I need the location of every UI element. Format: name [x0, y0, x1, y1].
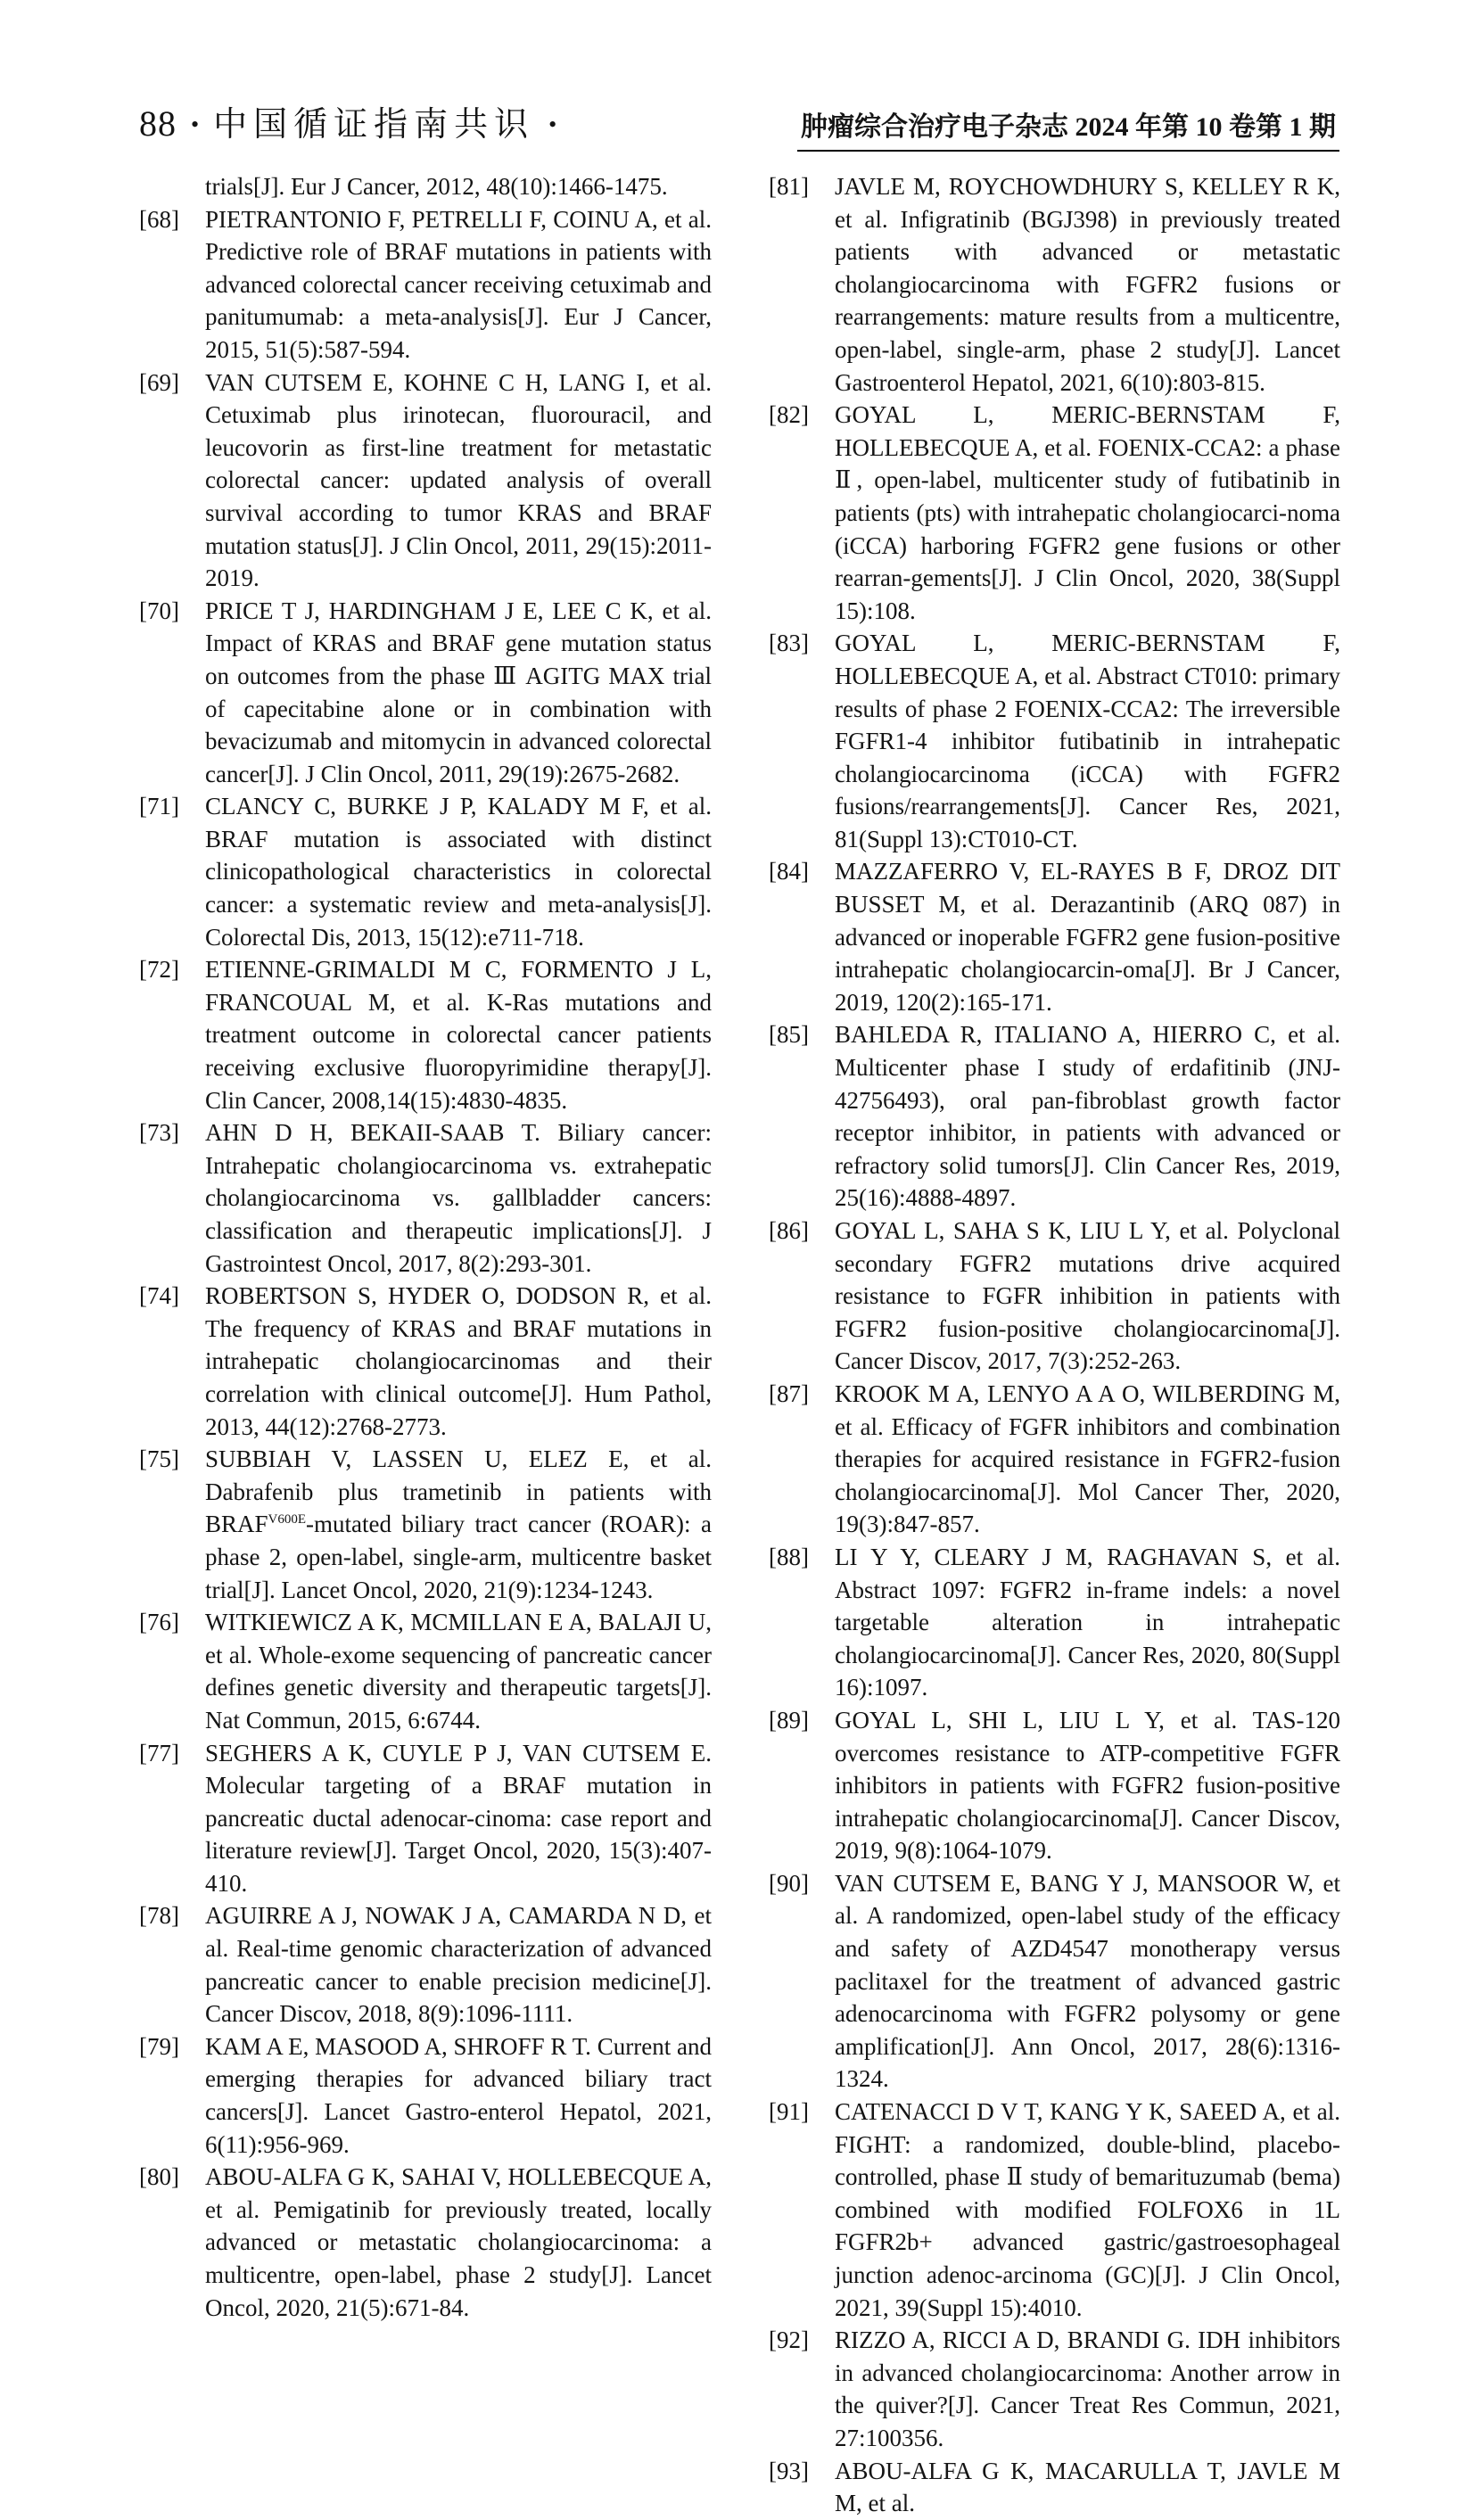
- reference-number: [91]: [769, 2098, 809, 2126]
- reference-text: VAN CUTSEM E, KOHNE C H, LANG I, et al. Cetuximab plus irinotecan, fluorouracil, and leucovorin as first-line treatment for metastatic colorectal cancer: updated analysis of overall survival according to tumor KRAS and BRAF mutation status[J]. J Clin Oncol, 2011, 29(15):2011-2019.: [205, 368, 712, 592]
- reference-text: [205, 1445, 712, 1602]
- reference-item: [139, 1737, 712, 1900]
- reference-number: [85]: [769, 1021, 809, 1049]
- references-column-left: [139, 170, 712, 2324]
- reference-text: GOYAL L, MERIC-BERNSTAM F, HOLLEBECQUE A, et al. FOENIX-CCA2: a phase Ⅱ, open-label, multicenter study of futibatinib in patients (pts) with intrahepatic cholangiocarci-noma (iCCA) harboring FGFR2 gene fusions or other rearran-gements[J]. J Clin Oncol, 2020, 38(Suppl 15):108.: [835, 401, 1340, 624]
- reference-number: [83]: [769, 630, 809, 657]
- reference-text: CATENACCI D V T, KANG Y K, SAEED A, et al. FIGHT: a randomized, double-blind, placebo-controlled, phase Ⅱ study of bemarituzumab (bema) combined with modified FOLFOX6 in 1L FGFR2b+ advanced gastric/gastroesophageal junction adenoc-arcinoma (GC)[J]. J Clin Oncol, 2021, 39(Suppl 15):4010.: [835, 2098, 1340, 2321]
- reference-number: [88]: [769, 1543, 809, 1570]
- reference-number: [84]: [769, 858, 809, 885]
- reference-number: [70]: [139, 597, 179, 624]
- reference-item: [769, 1018, 1340, 1215]
- reference-number: [80]: [139, 2163, 179, 2191]
- reference-text: ETIENNE-GRIMALDI M C, FORMENTO J L, FRANCOUAL M, et al. K-Ras mutations and treatment outcome in colorectal cancer patients receiving exclusive fluoropyrimidine therapy[J]. Clin Cancer, 2008,14(15):4830-4835.: [205, 956, 712, 1114]
- reference-text: trials[J]. Eur J Cancer, 2012, 48(10):1466-1475.: [205, 173, 668, 200]
- reference-number: [74]: [139, 1282, 179, 1310]
- reference-text: MAZZAFERRO V, EL-RAYES B F, DROZ DIT BUSSET M, et al. Derazantinib (ARQ 087) in advanced or inoperable FGFR2 gene fusion-positive intrahepatic cholangiocarcin-oma[J]. Br J Cancer, 2019, 120(2):165-171.: [835, 858, 1340, 1016]
- reference-text: ABOU-ALFA G K, SAHAI V, HOLLEBECQUE A, et al. Pemigatinib for previously treated, locally advanced or metastatic cholangiocarcinoma: a multicentre, open-label, phase 2 study[J]. Lancet Oncol, 2020, 21(5):671-84.: [205, 2163, 712, 2321]
- reference-text: JAVLE M, ROYCHOWDHURY S, KELLEY R K, et al. Infigratinib (BGJ398) in previously treated patients with advanced or metastatic cholangiocarcinoma with FGFR2 fusions or rearrangements: mature results from a multicentre, open-label, single-arm, phase 2 study[J]. Lancet Gastroenterol Hepatol, 2021, 6(10):803-815.: [835, 173, 1340, 396]
- reference-text: PRICE T J, HARDINGHAM J E, LEE C K, et al. Impact of KRAS and BRAF gene mutation status on outcomes from the phase Ⅲ AGITG MAX trial of capecitabine alone or in combination with bevacizumab and mitomycin in advanced colorectal cancer[J]. J Clin Oncol, 2011, 29(19):2675-2682.: [205, 597, 712, 787]
- reference-number: [90]: [769, 1869, 809, 1897]
- reference-text: GOYAL L, SAHA S K, LIU L Y, et al. Polyclonal secondary FGFR2 mutations drive acquired resistance to FGFR inhibition in patients with FGFR2 fusion-positive cholangiocarcinoma[J]. Cancer Discov, 2017, 7(3):252-263.: [835, 1217, 1340, 1375]
- reference-item: [139, 1443, 712, 1606]
- reference-item: [139, 1606, 712, 1736]
- references-column-right: [769, 170, 1340, 2520]
- reference-text: GOYAL L, MERIC-BERNSTAM F, HOLLEBECQUE A, et al. Abstract CT010: primary results of phase 2 FOENIX-CCA2: The irreversible FGFR1-4 inhibitor futibatinib in intrahepatic cholangiocarcinoma (iCCA) with FGFR2 fusions/rearrangements[J]. Cancer Res, 2021, 81(Suppl 13):CT010-CT.: [835, 630, 1340, 852]
- reference-number: [82]: [769, 401, 809, 429]
- reference-item: [769, 2455, 1340, 2520]
- reference-text: KAM A E, MASOOD A, SHROFF R T. Current and emerging therapies for advanced biliary tract cancers[J]. Lancet Gastro-enterol Hepatol, 2021, 6(11):956-969.: [205, 2032, 712, 2158]
- reference-number: [92]: [769, 2326, 809, 2354]
- bullet-icon: •: [548, 111, 557, 137]
- reference-number: [71]: [139, 793, 179, 820]
- reference-number: [86]: [769, 1217, 809, 1244]
- reference-number: [89]: [769, 1706, 809, 1734]
- reference-text: VAN CUTSEM E, BANG Y J, MANSOOR W, et al. A randomized, open-label study of the efficacy and safety of AZD4547 monotherapy versus paclitaxel for the treatment of advanced gastric adenocarcinoma with FGFR2 polysomy or gene amplification[J]. Ann Oncol, 2017, 28(6):1316-1324.: [835, 1869, 1340, 2093]
- reference-number: [81]: [769, 173, 809, 200]
- reference-text: GOYAL L, SHI L, LIU L Y, et al. TAS-120 overcomes resistance to ATP-competitive FGFR inhibitors in patients with FGFR2 fusion-positive intrahepatic cholangiocarcinoma[J]. Cancer Discov, 2019, 9(8):1064-1079.: [835, 1706, 1340, 1865]
- reference-item: [769, 2096, 1340, 2324]
- header-left: [139, 96, 571, 145]
- journal-issue-title: 肿瘤综合治疗电子杂志 2024 年第 10 卷第 1 期: [797, 104, 1339, 152]
- reference-text: WITKIEWICZ A K, MCMILLAN E A, BALAJI U, et al. Whole-exome sequencing of pancreatic cancer defines genetic diversity and therapeutic targets[J]. Nat Commun, 2015, 6:6744.: [205, 1609, 712, 1734]
- reference-number: [79]: [139, 2032, 179, 2060]
- reference-item: [139, 1116, 712, 1280]
- reference-text: ABOU-ALFA G K, MACARULLA T, JAVLE M M, et al.: [835, 2457, 1340, 2517]
- reference-item: [769, 627, 1340, 855]
- reference-item: [769, 1541, 1340, 1704]
- reference-item: [139, 170, 712, 203]
- reference-text: RIZZO A, RICCI A D, BRANDI G. IDH inhibitors in advanced cholangiocarcinoma: Another arrow in the quiver?[J]. Cancer Treat Res Commun, 2021, 27:100356.: [835, 2326, 1340, 2451]
- reference-number: [72]: [139, 956, 179, 984]
- reference-text: KROOK M A, LENYO A A O, WILBERDING M, et al. Efficacy of FGFR inhibitors and combination therapies for acquired resistance in FGFR2-fusion cholangiocarcinoma[J]. Mol Cancer Ther, 2020, 19(3):847-857.: [835, 1379, 1340, 1538]
- reference-text: AHN D H, BEKAII-SAAB T. Biliary cancer: Intrahepatic cholangiocarcinoma vs. extrahepatic cholangiocarcinoma vs. gallbladder cancers: classification and therapeutic implications[J]. J Gastrointest Oncol, 2017, 8(2):293-301.: [205, 1119, 712, 1277]
- bullet-icon: •: [191, 111, 200, 137]
- reference-text: CLANCY C, BURKE J P, KALADY M F, et al. BRAF mutation is associated with distinct clinicopathological characteristics in colorectal cancer: a systematic review and meta-analysis[J]. Colorectal Dis, 2013, 15(12):e711-718.: [205, 793, 712, 951]
- reference-number: [73]: [139, 1119, 179, 1147]
- reference-item: [769, 1867, 1340, 2096]
- reference-text: BAHLEDA R, ITALIANO A, HIERRO C, et al. Multicenter phase I study of erdafitinib (JNJ-42756493), oral pan-fibroblast growth factor receptor inhibitor, in patients with advanced or refractory solid tumors[J]. Clin Cancer Res, 2019, 25(16):4888-4897.: [835, 1021, 1340, 1212]
- reference-item: [769, 1704, 1340, 1867]
- reference-item: [139, 366, 712, 595]
- reference-item: [769, 1215, 1340, 1378]
- reference-item: [139, 203, 712, 366]
- reference-item: [139, 953, 712, 1116]
- reference-text: SEGHERS A K, CUYLE P J, VAN CUTSEM E. Molecular targeting of a BRAF mutation in pancreatic ductal adenocar-cinoma: case report and literature review[J]. Target Oncol, 2020, 15(3):407-410.: [205, 1739, 712, 1897]
- reference-number: [68]: [139, 205, 179, 233]
- reference-item: [139, 1899, 712, 2030]
- reference-text: ROBERTSON S, HYDER O, DODSON R, et al. The frequency of KRAS and BRAF mutations in intrahepatic cholangiocarcinomas and their correlation with clinical outcome[J]. Hum Pathol, 2013, 44(12):2768-2773.: [205, 1282, 712, 1440]
- reference-item: [769, 1378, 1340, 1541]
- reference-number: [93]: [769, 2457, 809, 2484]
- section-title: 中国循证指南共识: [213, 106, 535, 144]
- reference-number: [78]: [139, 1902, 179, 1930]
- reference-number: [76]: [139, 1609, 179, 1636]
- reference-text: AGUIRRE A J, NOWAK J A, CAMARDA N D, et al. Real-time genomic characterization of advanced pancreatic cancer to enable precision medicine[J]. Cancer Discov, 2018, 8(9):1096-1111.: [205, 1902, 712, 2028]
- reference-text-segment: SUBBIAH V, LASSEN U, ELEZ E, et al. Dabrafenib plus trametinib in patients with BRAF: [205, 1445, 712, 1538]
- reference-item: [769, 855, 1340, 1018]
- reference-text-segment: -mutated biliary tract cancer (ROAR): a phase 2, open-label, single-arm, multicentre basket trial[J]. Lancet Oncol, 2020, 21(9):1234-1243.: [205, 1511, 712, 1603]
- reference-number: [75]: [139, 1445, 179, 1473]
- reference-item: [139, 790, 712, 953]
- reference-item: [139, 2161, 712, 2324]
- page-header: [139, 96, 1339, 152]
- reference-text: LI Y Y, CLEARY J M, RAGHAVAN S, et al. Abstract 1097: FGFR2 in-frame indels: a novel targetable alteration in intrahepatic cholangiocarcinoma[J]. Cancer Res, 2020, 80(Suppl 16):1097.: [835, 1543, 1340, 1701]
- reference-number: [69]: [139, 368, 179, 396]
- reference-item: [139, 1280, 712, 1443]
- reference-number: [87]: [769, 1379, 809, 1407]
- reference-item: [139, 595, 712, 791]
- reference-text: PIETRANTONIO F, PETRELLI F, COINU A, et al. Predictive role of BRAF mutations in patients with advanced colorectal cancer receiving cetuximab and panitumumab: a meta-analysis[J]. Eur J Cancer, 2015, 51(5):587-594.: [205, 205, 712, 363]
- reference-item: [769, 2324, 1340, 2454]
- reference-number: [77]: [139, 1739, 179, 1766]
- page-number: 88: [139, 103, 177, 144]
- reference-item: [139, 2030, 712, 2161]
- superscript-v600e: V600E: [268, 1512, 307, 1528]
- reference-item: [769, 399, 1340, 627]
- reference-item: [769, 170, 1340, 399]
